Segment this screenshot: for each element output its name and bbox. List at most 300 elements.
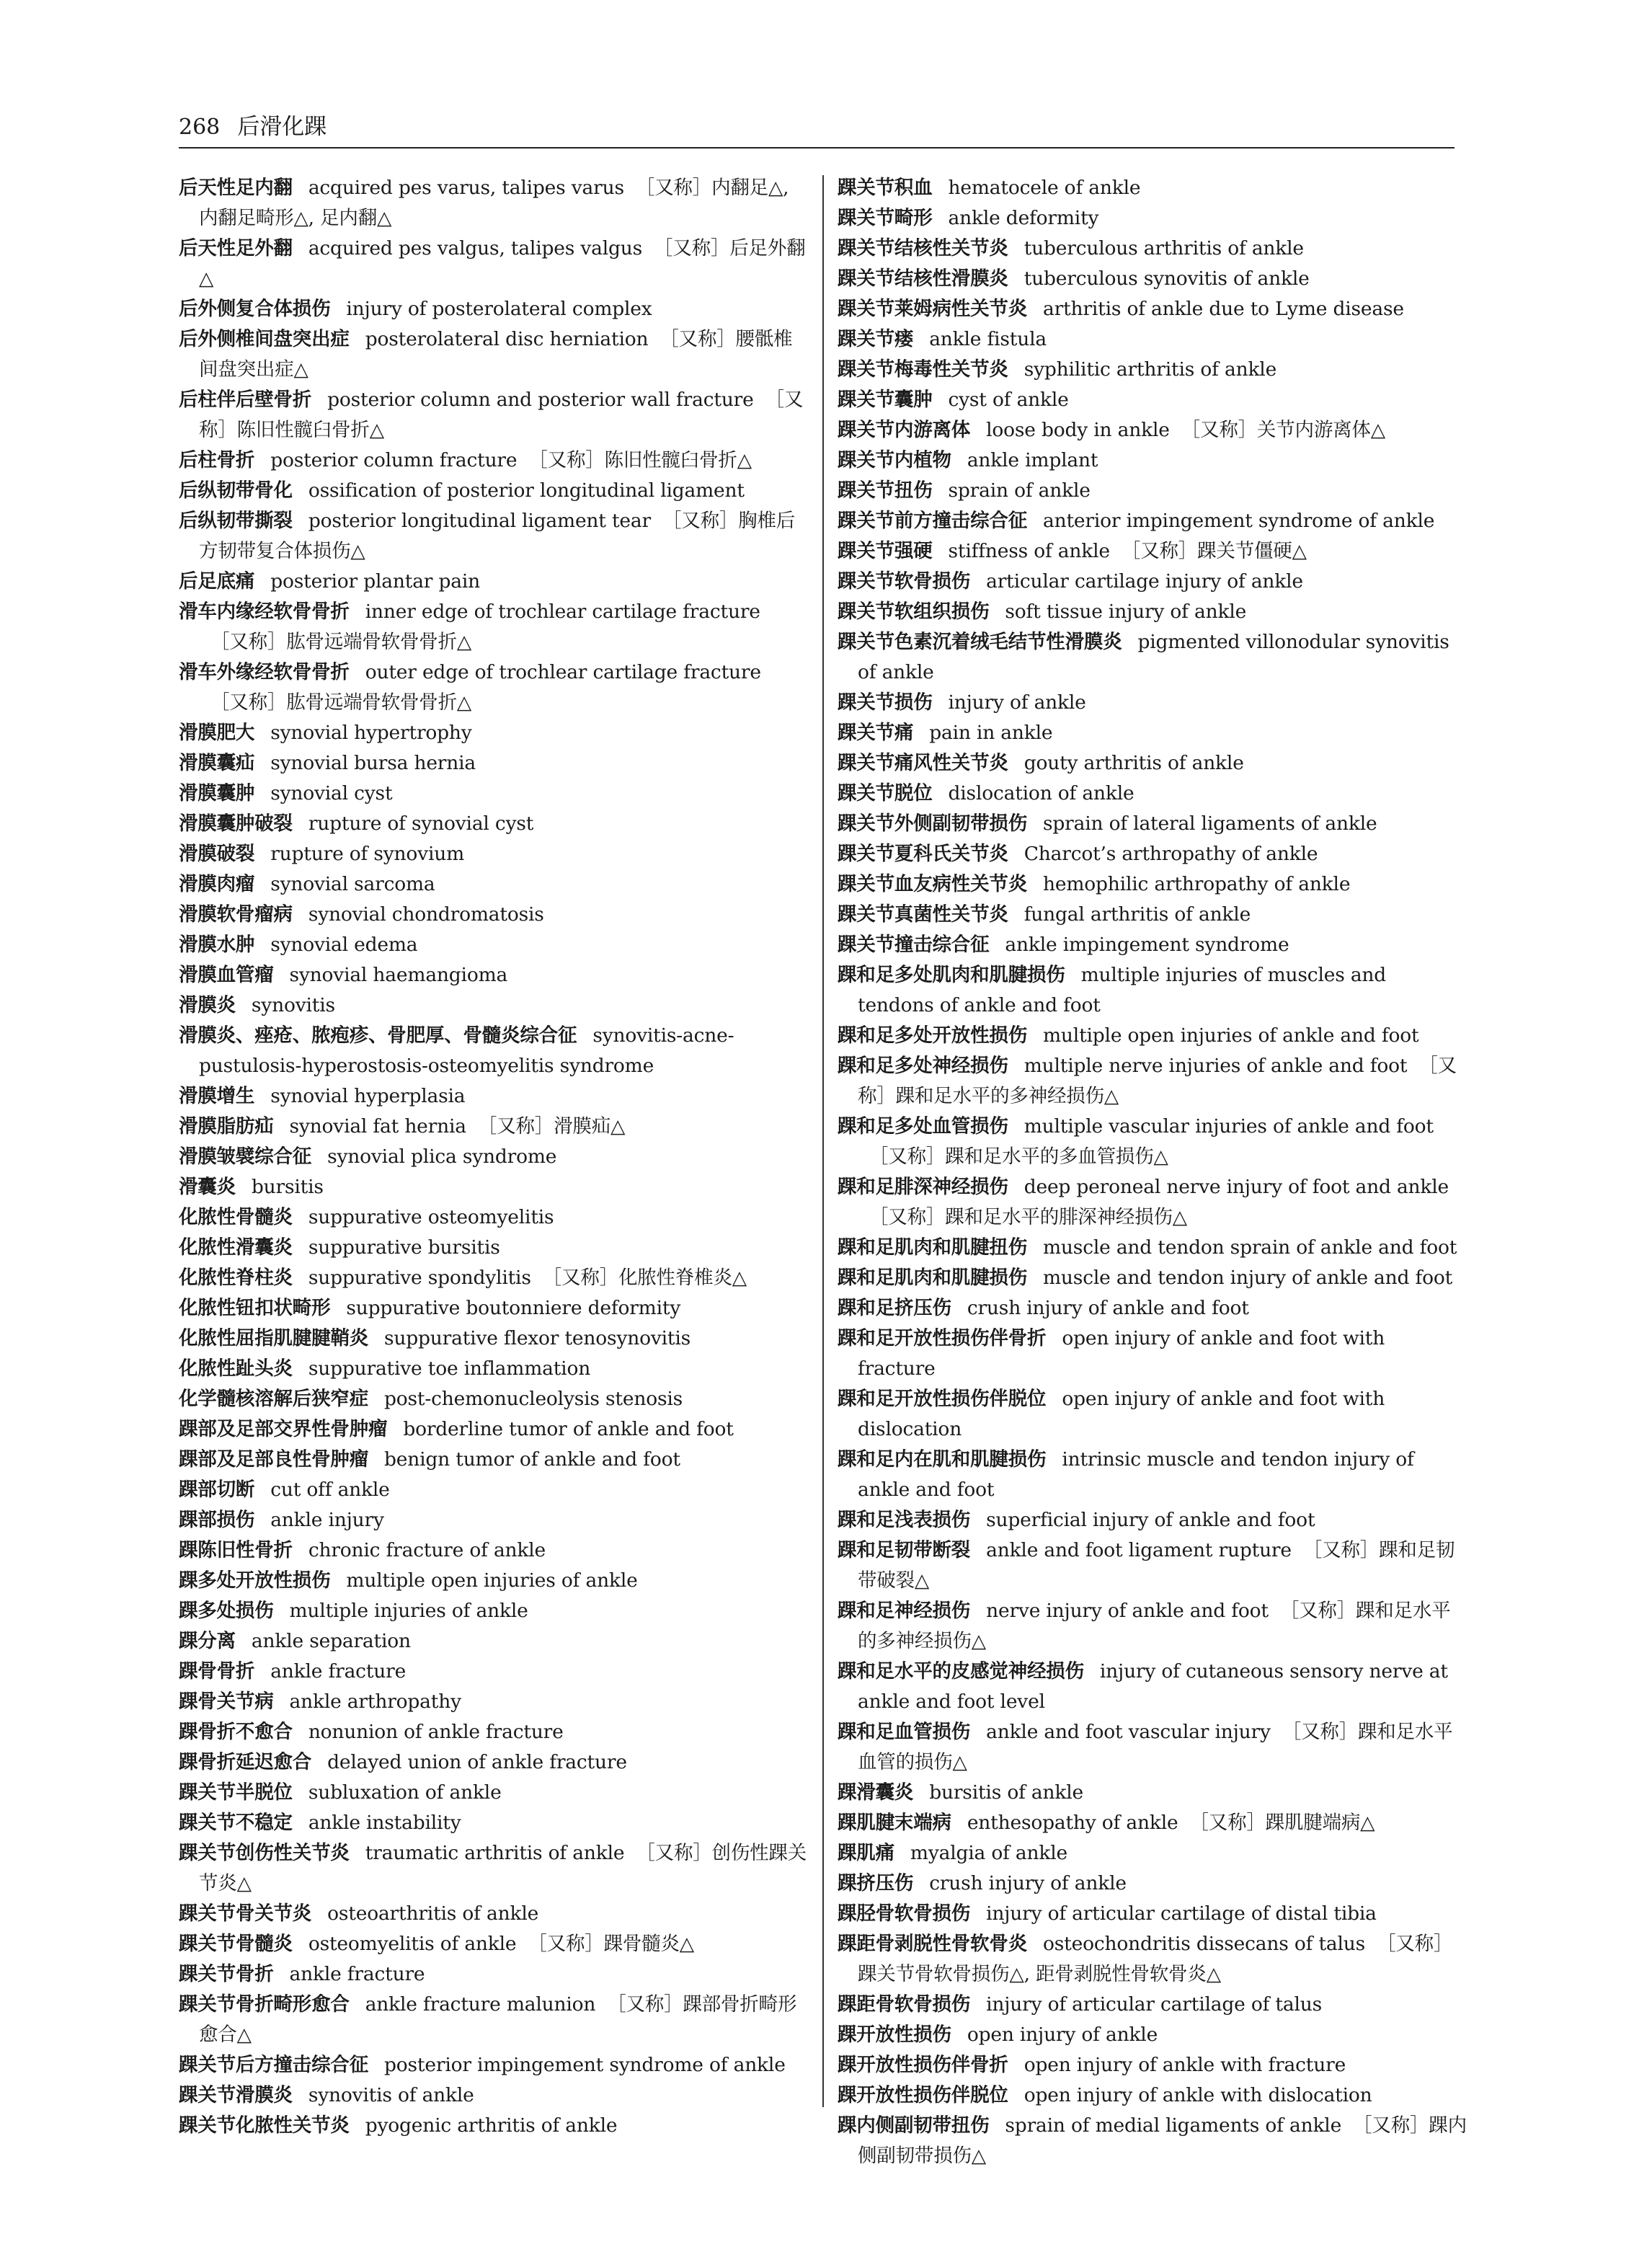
term-english: ankle implant <box>967 449 1098 471</box>
term-english: cut off ankle <box>270 1479 390 1501</box>
term-chinese: 踝挤压伤 <box>838 1872 914 1894</box>
term-english: injury of articular cartilage of distal tibia <box>986 1902 1377 1925</box>
glossary-entry <box>838 900 1467 930</box>
term-chinese: 踝胫骨软骨损伤 <box>838 1902 971 1925</box>
term-chinese: 踝关节扭伤 <box>838 479 933 502</box>
term-synonym: ［又称］后足外翻△ <box>199 237 806 290</box>
glossary-entry <box>179 1778 808 1808</box>
glossary-entry <box>179 1142 808 1172</box>
glossary-entry <box>838 1324 1467 1384</box>
glossary-entry <box>838 446 1467 476</box>
term-chinese: 踝和足韧带断裂 <box>838 1539 971 1561</box>
glossary-entry <box>179 900 808 930</box>
glossary-entry <box>838 264 1467 294</box>
term-english: injury of articular cartilage of talus <box>986 1993 1323 2016</box>
glossary-entry <box>179 809 808 839</box>
term-english: posterolateral disc herniation <box>365 328 649 350</box>
glossary-entry <box>179 1172 808 1202</box>
term-synonym: ［又称］踝和足韧带破裂△ <box>858 1539 1455 1592</box>
term-english: ankle injury <box>270 1509 384 1531</box>
term-english: ankle impingement syndrome <box>1005 934 1289 956</box>
term-english: multiple injuries of muscles and tendons of ankle and foot <box>858 964 1387 1016</box>
term-english: anterior impingement syndrome of ankle <box>1043 510 1435 532</box>
glossary-entry <box>838 2111 1467 2171</box>
glossary-entry <box>838 1172 1467 1233</box>
glossary-entry <box>179 1566 808 1596</box>
term-chinese: 踝关节骨折 <box>179 1963 274 1985</box>
term-chinese: 后柱骨折 <box>179 449 255 471</box>
term-chinese: 踝和足水平的皮感觉神经损伤 <box>838 1660 1084 1683</box>
left-column <box>179 173 808 2141</box>
term-english: osteochondritis dissecans of talus <box>1043 1933 1366 1955</box>
term-chinese: 踝关节瘘 <box>838 328 914 350</box>
term-synonym: ［又称］踝关节僵硬△ <box>1121 540 1307 562</box>
glossary-entry <box>838 718 1467 748</box>
term-chinese: 踝开放性损伤 <box>838 2024 951 2046</box>
term-english: cyst of ankle <box>948 389 1069 411</box>
term-chinese: 踝内侧副韧带扭伤 <box>838 2114 990 2137</box>
term-chinese: 后天性足外翻 <box>179 237 293 260</box>
term-chinese: 踝关节莱姆病性关节炎 <box>838 298 1027 320</box>
term-english: loose body in ankle <box>986 419 1170 441</box>
term-chinese: 踝骨折不愈合 <box>179 1721 293 1743</box>
term-english: ankle fracture <box>270 1660 407 1683</box>
term-english: synovial fat hernia <box>289 1115 466 1138</box>
term-english: Charcot’s arthropathy of ankle <box>1023 843 1318 865</box>
term-chinese: 踝关节结核性滑膜炎 <box>838 267 1008 290</box>
term-english: ankle arthropathy <box>289 1690 461 1713</box>
term-english: tuberculous synovitis of ankle <box>1023 267 1310 290</box>
glossary-entry <box>838 536 1467 567</box>
term-chinese: 踝关节积血 <box>838 177 933 199</box>
term-english: synovial hyperplasia <box>270 1085 466 1107</box>
glossary-entry <box>838 415 1467 446</box>
term-english: nonunion of ankle fracture <box>308 1721 564 1743</box>
term-synonym: ［又称］肱骨远端骨软骨骨折△ <box>210 631 472 653</box>
glossary-entry <box>838 2080 1467 2111</box>
glossary-entry <box>838 1263 1467 1293</box>
term-english: suppurative flexor tenosynovitis <box>384 1327 691 1349</box>
page-number: 268 <box>179 115 221 140</box>
term-english: open injury of ankle <box>967 2024 1158 2046</box>
term-chinese: 滑膜破裂 <box>179 843 255 865</box>
term-english: hematocele of ankle <box>948 177 1141 199</box>
glossary-entry <box>179 1990 808 2050</box>
term-synonym: ［又称］创伤性踝关节炎△ <box>199 1842 807 1894</box>
glossary-entry <box>179 597 808 657</box>
glossary-entry <box>838 1869 1467 1899</box>
term-english: pain in ankle <box>929 722 1053 744</box>
term-english: posterior column and posterior wall fracture <box>327 389 754 411</box>
term-chinese: 踝分离 <box>179 1630 236 1652</box>
glossary-entry <box>838 1899 1467 1929</box>
term-synonym: ［又称］肱骨远端骨软骨骨折△ <box>210 691 472 714</box>
term-english: suppurative toe inflammation <box>308 1357 591 1380</box>
term-chinese: 滑膜囊肿 <box>179 782 255 805</box>
term-chinese: 滑膜囊肿破裂 <box>179 812 293 835</box>
glossary-entry <box>179 2080 808 2111</box>
glossary-entry <box>838 597 1467 627</box>
term-chinese: 踝和足开放性损伤伴骨折 <box>838 1327 1047 1349</box>
glossary-entry <box>838 809 1467 839</box>
right-column <box>838 173 1467 2171</box>
term-chinese: 踝部切断 <box>179 1479 255 1501</box>
glossary-entry <box>179 234 808 294</box>
glossary-entry <box>179 748 808 779</box>
term-english: outer edge of trochlear cartilage fracture <box>365 661 761 683</box>
glossary-entry <box>838 2020 1467 2050</box>
column-divider <box>822 175 824 2107</box>
term-english: multiple open injuries of ankle and foot <box>1043 1024 1419 1047</box>
term-english: delayed union of ankle fracture <box>327 1751 627 1773</box>
glossary-entry <box>179 1112 808 1142</box>
term-chinese: 踝关节脱位 <box>838 782 933 805</box>
term-chinese: 滑车外缘经软骨骨折 <box>179 661 350 683</box>
glossary-entry <box>838 506 1467 536</box>
glossary-entry <box>838 1808 1467 1838</box>
term-synonym: ［又称］滑膜疝△ <box>477 1115 626 1138</box>
term-english: gouty arthritis of ankle <box>1023 752 1244 774</box>
glossary-entry <box>838 1384 1467 1445</box>
page-title: 后滑化踝 <box>237 114 327 140</box>
glossary-entry <box>179 1293 808 1324</box>
term-synonym: ［又称］陈旧性髋臼骨折△ <box>528 449 752 471</box>
term-english: ankle fistula <box>929 328 1047 350</box>
glossary-entry <box>179 779 808 809</box>
glossary-entry <box>838 1838 1467 1869</box>
glossary-entry <box>838 385 1467 415</box>
term-english: multiple nerve injuries of ankle and foot <box>1023 1055 1408 1077</box>
term-english: sprain of medial ligaments of ankle <box>1005 2114 1342 2137</box>
term-english: injury of posterolateral complex <box>346 298 652 320</box>
term-english: posterior longitudinal ligament tear <box>308 510 651 532</box>
glossary-entry <box>838 1021 1467 1051</box>
glossary-entry <box>179 446 808 476</box>
glossary-entry <box>838 324 1467 355</box>
term-chinese: 踝关节外侧副韧带损伤 <box>838 812 1027 835</box>
term-chinese: 踝关节畸形 <box>838 207 933 229</box>
glossary-entry <box>179 1929 808 1959</box>
term-english: synovial hypertrophy <box>270 722 472 744</box>
glossary-entry <box>179 1505 808 1535</box>
term-chinese: 踝开放性损伤伴骨折 <box>838 2054 1008 2076</box>
term-english: synovitis of ankle <box>308 2084 474 2106</box>
term-english: multiple vascular injuries of ankle and foot <box>1023 1115 1434 1138</box>
term-chinese: 滑膜脂肪疝 <box>179 1115 274 1138</box>
term-chinese: 踝和足多处肌肉和肌腱损伤 <box>838 964 1065 986</box>
term-chinese: 化学髓核溶解后狭窄症 <box>179 1388 368 1410</box>
term-chinese: 滑膜皱襞综合征 <box>179 1145 312 1168</box>
term-english: synovial edema <box>270 934 418 956</box>
term-english: acquired pes valgus, talipes valgus <box>308 237 643 260</box>
term-chinese: 踝肌腱末端病 <box>838 1812 951 1834</box>
glossary-entry <box>179 1202 808 1233</box>
glossary-entry <box>838 355 1467 385</box>
glossary-entry <box>179 1657 808 1687</box>
term-english: ankle and foot vascular injury <box>986 1721 1271 1743</box>
term-chinese: 滑膜炎、痤疮、脓疱疹、骨肥厚、骨髓炎综合征 <box>179 1024 577 1047</box>
term-chinese: 踝和足神经损伤 <box>838 1600 971 1622</box>
glossary-entry <box>179 869 808 900</box>
glossary-entry <box>179 1021 808 1081</box>
term-chinese: 踝骨关节病 <box>179 1690 274 1713</box>
term-english: bursitis <box>251 1176 324 1198</box>
glossary-entry <box>838 839 1467 869</box>
glossary-entry <box>838 1657 1467 1717</box>
glossary-entry <box>838 960 1467 1021</box>
term-english: hemophilic arthropathy of ankle <box>1043 873 1351 895</box>
term-chinese: 滑膜炎 <box>179 994 236 1016</box>
term-english: traumatic arthritis of ankle <box>365 1842 625 1864</box>
term-chinese: 踝关节真菌性关节炎 <box>838 903 1008 926</box>
term-chinese: 踝关节撞击综合征 <box>838 934 990 956</box>
term-synonym: ［又称］关节内游离体△ <box>1181 419 1385 441</box>
term-synonym: ［又称］踝和足水平的多血管损伤△ <box>869 1145 1168 1168</box>
glossary-entry <box>179 1263 808 1293</box>
term-chinese: 踝关节血友病性关节炎 <box>838 873 1027 895</box>
term-synonym: ［又称］踝和足水平血管的损伤△ <box>858 1721 1453 1773</box>
term-english: open injury of ankle with dislocation <box>1023 2084 1372 2106</box>
term-english: osteomyelitis of ankle <box>308 1933 517 1955</box>
term-english: ankle deformity <box>948 207 1099 229</box>
glossary-entry <box>179 324 808 385</box>
glossary-entry <box>838 748 1467 779</box>
glossary-entry <box>838 869 1467 900</box>
term-chinese: 踝和足多处开放性损伤 <box>838 1024 1027 1047</box>
term-english: open injury of ankle with fracture <box>1023 2054 1346 2076</box>
term-chinese: 踝关节内植物 <box>838 449 951 471</box>
term-english: ossification of posterior longitudinal ligament <box>308 479 745 502</box>
term-chinese: 踝关节化脓性关节炎 <box>179 2114 350 2137</box>
term-english: sprain of ankle <box>948 479 1091 502</box>
glossary-entry <box>179 990 808 1021</box>
term-english: pigmented villonodular synovitis of ankle <box>858 631 1449 683</box>
glossary-entry <box>838 203 1467 234</box>
term-english: ankle fracture malunion <box>365 1993 596 2016</box>
glossary-entry <box>838 779 1467 809</box>
glossary-entry <box>179 718 808 748</box>
glossary-entry <box>179 657 808 718</box>
term-synonym: ［又称］踝和足水平的多神经损伤△ <box>858 1055 1457 1107</box>
term-synonym: ［又称］化脓性脊椎炎△ <box>542 1267 747 1289</box>
glossary-entry <box>838 1505 1467 1535</box>
term-chinese: 后柱伴后壁骨折 <box>179 389 312 411</box>
term-english: synovial chondromatosis <box>308 903 544 926</box>
term-chinese: 踝关节骨折畸形愈合 <box>179 1993 350 2016</box>
term-english: intrinsic muscle and tendon injury of ankle and foot <box>858 1448 1414 1501</box>
glossary-entry <box>179 1081 808 1112</box>
glossary-entry <box>838 627 1467 688</box>
term-chinese: 滑膜血管瘤 <box>179 964 274 986</box>
term-synonym: ［又称］腰骶椎间盘突出症△ <box>199 328 793 381</box>
term-chinese: 踝多处开放性损伤 <box>179 1569 331 1592</box>
term-chinese: 后外侧复合体损伤 <box>179 298 331 320</box>
glossary-entry <box>179 506 808 567</box>
glossary-entry <box>179 567 808 597</box>
term-chinese: 化脓性屈指肌腱腱鞘炎 <box>179 1327 368 1349</box>
term-english: ankle fracture <box>289 1963 425 1985</box>
term-english: stiffness of ankle <box>948 540 1110 562</box>
glossary-entry <box>179 476 808 506</box>
glossary-entry <box>179 1687 808 1717</box>
glossary-entry <box>838 1112 1467 1172</box>
glossary-entry <box>179 294 808 324</box>
glossary-entry <box>838 1929 1467 1990</box>
term-english: arthritis of ankle due to Lyme disease <box>1043 298 1404 320</box>
term-chinese: 踝部损伤 <box>179 1509 255 1531</box>
term-english: suppurative boutonniere deformity <box>346 1297 681 1319</box>
term-synonym: ［又称］踝内侧副韧带损伤△ <box>858 2114 1467 2167</box>
term-synonym: ［又称］踝部骨折畸形愈合△ <box>199 1993 797 2046</box>
term-chinese: 踝骨骨折 <box>179 1660 255 1683</box>
term-english: ankle separation <box>251 1630 411 1652</box>
term-chinese: 滑膜水肿 <box>179 934 255 956</box>
glossary-entry <box>838 1535 1467 1596</box>
term-chinese: 踝关节结核性关节炎 <box>838 237 1008 260</box>
term-english: multiple open injuries of ankle <box>346 1569 638 1592</box>
term-synonym: ［又称］踝肌腱端病△ <box>1189 1812 1375 1834</box>
glossary-entry <box>179 1233 808 1263</box>
term-synonym: ［又称］踝和足水平的多神经损伤△ <box>858 1600 1451 1652</box>
term-chinese: 踝关节痛 <box>838 722 914 744</box>
glossary-entry <box>179 1899 808 1929</box>
term-english: enthesopathy of ankle <box>967 1812 1178 1834</box>
glossary-entry <box>179 1596 808 1626</box>
term-english: post-chemonucleolysis stenosis <box>384 1388 683 1410</box>
term-synonym: ［又称］踝骨髓炎△ <box>528 1933 694 1955</box>
glossary-entry <box>838 1990 1467 2020</box>
term-chinese: 滑车内缘经软骨骨折 <box>179 600 350 623</box>
term-english: deep peroneal nerve injury of foot and ankle <box>1023 1176 1449 1198</box>
term-chinese: 踝关节软骨损伤 <box>838 570 971 593</box>
glossary-entry <box>179 173 808 234</box>
term-chinese: 踝多处损伤 <box>179 1600 274 1622</box>
term-english: soft tissue injury of ankle <box>1005 600 1247 623</box>
glossary-entry <box>838 476 1467 506</box>
term-chinese: 踝关节梅毒性关节炎 <box>838 358 1008 381</box>
glossary-entry <box>179 1959 808 1990</box>
term-english: superficial injury of ankle and foot <box>986 1509 1315 1531</box>
glossary-entry <box>838 294 1467 324</box>
term-english: nerve injury of ankle and foot <box>986 1600 1269 1622</box>
term-english: acquired pes varus, talipes varus <box>308 177 624 199</box>
term-chinese: 后纵韧带骨化 <box>179 479 293 502</box>
term-chinese: 踝滑囊炎 <box>838 1781 914 1804</box>
term-english: injury of ankle <box>948 691 1086 714</box>
glossary-entry <box>838 173 1467 203</box>
term-chinese: 踝肌痛 <box>838 1842 894 1864</box>
term-chinese: 踝关节不稳定 <box>179 1812 293 1834</box>
glossary-entry <box>179 1324 808 1354</box>
term-english: tuberculous arthritis of ankle <box>1023 237 1304 260</box>
term-chinese: 踝和足开放性损伤伴脱位 <box>838 1388 1047 1410</box>
term-chinese: 踝和足挤压伤 <box>838 1297 951 1319</box>
term-english: sprain of lateral ligaments of ankle <box>1043 812 1377 835</box>
term-chinese: 后足底痛 <box>179 570 255 593</box>
term-english: chronic fracture of ankle <box>308 1539 546 1561</box>
term-chinese: 化脓性趾头炎 <box>179 1357 293 1380</box>
term-english: articular cartilage injury of ankle <box>986 570 1303 593</box>
glossary-entry <box>838 1051 1467 1112</box>
term-chinese: 踝部及足部良性骨肿瘤 <box>179 1448 368 1471</box>
term-english: borderline tumor of ankle and foot <box>403 1418 734 1440</box>
term-chinese: 滑膜增生 <box>179 1085 255 1107</box>
glossary-entry <box>179 1475 808 1505</box>
term-english: crush injury of ankle and foot <box>967 1297 1249 1319</box>
term-english: synovial cyst <box>270 782 393 805</box>
term-synonym: ［又称］踝和足水平的腓深神经损伤△ <box>869 1206 1187 1228</box>
term-chinese: 踝和足肌肉和肌腱扭伤 <box>838 1236 1027 1259</box>
term-english: injury of cutaneous sensory nerve at ankle and foot level <box>858 1660 1448 1713</box>
glossary-entry <box>838 1445 1467 1505</box>
glossary-entry <box>838 1293 1467 1324</box>
term-chinese: 踝关节夏科氏关节炎 <box>838 843 1008 865</box>
term-english: suppurative osteomyelitis <box>308 1206 554 1228</box>
term-chinese: 踝骨折延迟愈合 <box>179 1751 312 1773</box>
term-english: inner edge of trochlear cartilage fracture <box>365 600 760 623</box>
term-synonym: ［又称］胸椎后方韧带复合体损伤△ <box>199 510 796 562</box>
term-chinese: 滑膜软骨瘤病 <box>179 903 293 926</box>
glossary-entry <box>179 385 808 446</box>
term-english: synovitis-acne-pustulosis-hyperostosis-osteomyelitis syndrome <box>199 1024 734 1077</box>
term-chinese: 踝关节半脱位 <box>179 1781 293 1804</box>
glossary-entry <box>179 1535 808 1566</box>
glossary-entry <box>179 1354 808 1384</box>
term-chinese: 滑囊炎 <box>179 1176 236 1198</box>
term-chinese: 滑膜肉瘤 <box>179 873 255 895</box>
glossary-entry <box>179 930 808 960</box>
term-english: synovitis <box>251 994 335 1016</box>
term-chinese: 踝和足内在肌和肌腱损伤 <box>838 1448 1047 1471</box>
glossary-entry <box>179 1414 808 1445</box>
term-chinese: 后纵韧带撕裂 <box>179 510 293 532</box>
term-chinese: 后天性足内翻 <box>179 177 293 199</box>
glossary-entry <box>179 1626 808 1657</box>
term-chinese: 化脓性钮扣状畸形 <box>179 1297 331 1319</box>
glossary-entry <box>838 1596 1467 1657</box>
glossary-entry <box>179 1384 808 1414</box>
glossary-entry <box>179 1445 808 1475</box>
term-chinese: 滑膜囊疝 <box>179 752 255 774</box>
glossary-entry <box>838 2050 1467 2080</box>
term-chinese: 踝关节内游离体 <box>838 419 971 441</box>
term-english: open injury of ankle and foot with fracture <box>858 1327 1385 1380</box>
term-english: synovial plica syndrome <box>327 1145 557 1168</box>
term-chinese: 踝和足腓深神经损伤 <box>838 1176 1008 1198</box>
term-english: rupture of synovium <box>270 843 465 865</box>
term-chinese: 踝部及足部交界性骨肿瘤 <box>179 1418 388 1440</box>
glossary-entry <box>179 839 808 869</box>
term-chinese: 踝关节囊肿 <box>838 389 933 411</box>
term-english: posterior column fracture <box>270 449 518 471</box>
term-english: osteoarthritis of ankle <box>327 1902 539 1925</box>
term-english: muscle and tendon sprain of ankle and foot <box>1043 1236 1457 1259</box>
glossary-entry <box>179 1808 808 1838</box>
term-chinese: 踝距骨软骨损伤 <box>838 1993 971 2016</box>
term-english: bursitis of ankle <box>929 1781 1083 1804</box>
term-english: benign tumor of ankle and foot <box>384 1448 680 1471</box>
term-synonym: ［又称］内翻足△, 内翻足畸形△, 足内翻△ <box>199 177 789 229</box>
term-english: multiple injuries of ankle <box>289 1600 528 1622</box>
term-english: subluxation of ankle <box>308 1781 502 1804</box>
term-chinese: 踝关节前方撞击综合征 <box>838 510 1027 532</box>
glossary-entry <box>179 2111 808 2141</box>
term-chinese: 踝关节后方撞击综合征 <box>179 2054 368 2076</box>
term-chinese: 化脓性脊柱炎 <box>179 1267 293 1289</box>
term-english: muscle and tendon injury of ankle and foot <box>1043 1267 1453 1289</box>
term-english: open injury of ankle and foot with dislocation <box>858 1388 1385 1440</box>
glossary-entry <box>179 1717 808 1747</box>
